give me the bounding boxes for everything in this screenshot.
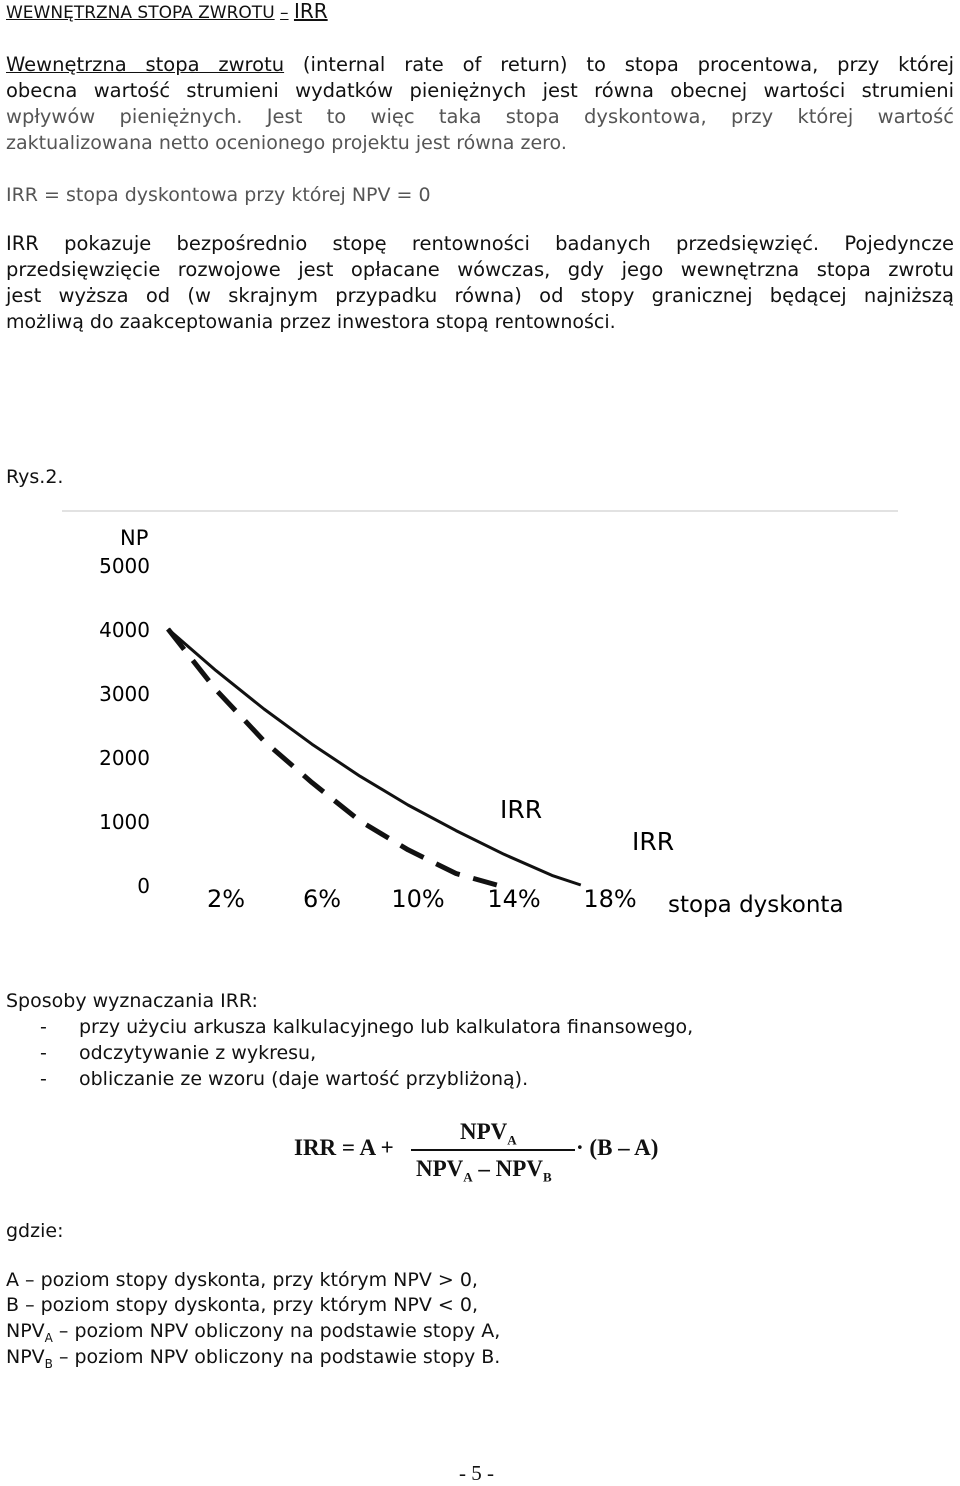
methods-bullet-3: - — [40, 1068, 47, 1090]
legend-a: A – poziom stopy dyskonta, przy którym NPV > 0, — [6, 1269, 478, 1291]
chart-series — [168, 629, 581, 885]
header-dash: – — [280, 3, 289, 23]
y-tick-label: 2000 — [99, 746, 150, 770]
formula-den-a: NPV — [416, 1156, 464, 1181]
legend-npva-main: NPV — [6, 1320, 45, 1342]
legend-npvb — [6, 1344, 500, 1377]
y-tick-label: 1000 — [99, 810, 150, 834]
legend-npvb-sub: B — [44, 1356, 53, 1371]
formula-den-a-sub: A — [463, 1169, 473, 1185]
legend-npva-sub: A — [44, 1330, 53, 1345]
explanation-line-4: możliwą do zaakceptowania przez inwestora stopą rentowności. — [6, 311, 616, 333]
formula-fraction-bar — [411, 1149, 575, 1151]
y-tick-label: 3000 — [99, 682, 150, 706]
x-tick-label: 14% — [487, 885, 541, 913]
formula-den-b-sub: B — [542, 1169, 552, 1185]
series-line-solid — [168, 629, 581, 885]
intro-line-2: obecna wartość strumieni wydatków pieniężnych jest równa obecnej wartości strumieni — [6, 79, 954, 102]
y-tick-label: 5000 — [99, 554, 150, 578]
explanation-line-3: jest wyższa od (w skrajnym przypadku równa) od stopy granicznej będącej najniższą — [6, 284, 954, 307]
intro-line-3: wpływów pieniężnych. Jest to więc taka stopa dyskontowa, przy której wartość — [6, 105, 954, 128]
chart-xlabel: stopa dyskonta — [668, 892, 844, 918]
irr-annotation-1: IRR — [500, 795, 543, 824]
irr-definition: IRR = stopa dyskontowa przy której NPV = 0 — [6, 184, 431, 206]
header-title: WEWNĘTRZNA STOPA ZWROTU — [6, 3, 275, 23]
formula-lhs: IRR = A + — [294, 1135, 394, 1160]
methods-item-2: odczytywanie z wykresu, — [79, 1042, 317, 1064]
y-tick-label: 0 — [137, 874, 150, 898]
formula-numerator — [460, 1119, 517, 1149]
page-number: - 5 - — [459, 1461, 494, 1485]
intro-term: Wewnętrzna stopa zwrotu — [6, 53, 285, 76]
figure-label: Rys.2. — [6, 466, 64, 488]
legend-npvb-main: NPV — [6, 1346, 45, 1368]
legend-npva-rest: – poziom NPV obliczony na podstawie stopy A, — [52, 1320, 501, 1342]
header-abbr: IRR — [293, 0, 328, 23]
npv-chart — [0, 505, 960, 935]
chart-ylabel: NP — [120, 526, 149, 550]
legend-b: B – poziom stopy dyskonta, przy którym NPV < 0, — [6, 1294, 479, 1316]
x-tick-label: 2% — [206, 885, 246, 913]
methods-heading: Sposoby wyznaczania IRR: — [6, 990, 258, 1012]
legend-npvb-rest: – poziom NPV obliczony na podstawie stopy B. — [52, 1346, 501, 1368]
formula-num-sub: A — [507, 1132, 517, 1148]
intro-line-1 — [6, 52, 954, 78]
methods-bullet-1: - — [40, 1016, 47, 1038]
methods-item-3: obliczanie ze wzoru (daje wartość przybliżoną). — [79, 1068, 529, 1090]
methods-bullet-2: - — [40, 1042, 47, 1064]
y-tick-labels — [99, 554, 150, 898]
formula-tail: · (B – A) — [576, 1135, 659, 1160]
formula-den-b: NPV — [495, 1156, 543, 1181]
explanation-line-2: przedsięwzięcie rozwojowe jest opłacane wówczas, gdy jego wewnętrzna stopa zwrotu — [6, 258, 954, 281]
x-tick-label: 18% — [583, 885, 637, 913]
methods-item-1: przy użyciu arkusza kalkulacyjnego lub kalkulatora finansowego, — [79, 1016, 694, 1038]
y-tick-label: 4000 — [99, 618, 150, 642]
x-tick-label: 10% — [391, 885, 445, 913]
intro-line-4: zaktualizowana netto ocenionego projektu jest równa zero. — [6, 132, 567, 154]
where-label: gdzie: — [6, 1220, 64, 1242]
x-tick-label: 6% — [302, 885, 342, 913]
explanation-line-1: IRR pokazuje bezpośrednio stopę rentowności badanych przedsięwzięć. Pojedyncze — [6, 232, 954, 255]
page-header — [6, 0, 328, 26]
irr-annotation-2: IRR — [632, 827, 675, 856]
formula-num: NPV — [460, 1119, 508, 1144]
formula-denominator — [416, 1156, 552, 1186]
formula-den-minus: – — [478, 1156, 490, 1181]
x-tick-labels — [207, 885, 637, 913]
intro-line-1-rest: (internal rate of return) to stopa procentowa, przy której — [284, 53, 954, 76]
